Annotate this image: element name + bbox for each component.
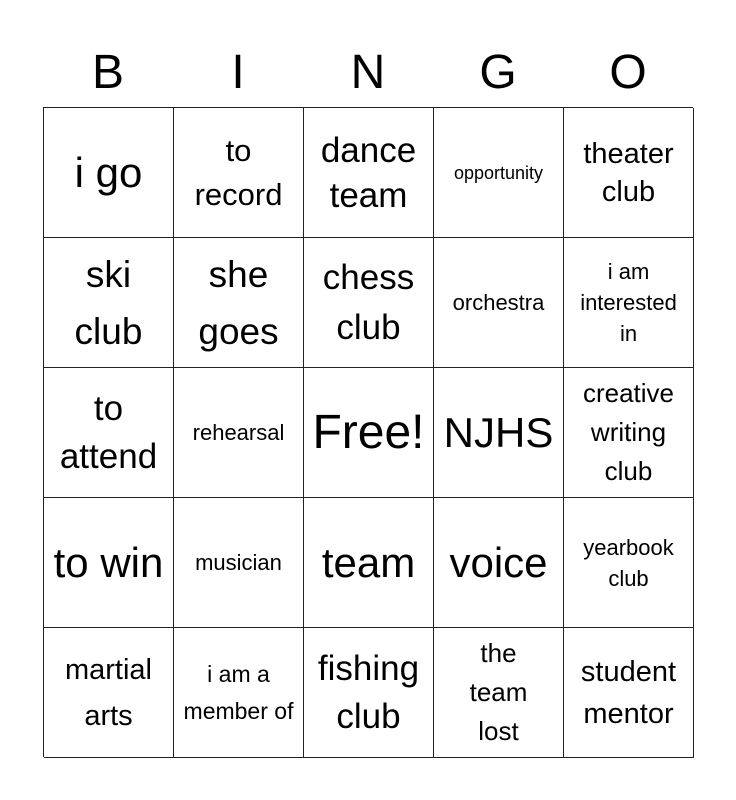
- bingo-cell[interactable]: [304, 368, 434, 498]
- cell-text: i am a member of: [183, 660, 294, 724]
- cell-text: to attend: [59, 388, 158, 476]
- cell-text: chess club: [322, 257, 415, 347]
- cell-text: creative writing club: [582, 378, 675, 486]
- bingo-cell[interactable]: [304, 238, 434, 368]
- cell-text: ski club: [74, 253, 143, 352]
- cell-text: theater club: [583, 137, 674, 208]
- bingo-cell[interactable]: [44, 238, 174, 368]
- cell-text: i go: [74, 148, 143, 196]
- cell-text: team: [321, 538, 416, 586]
- cell-text: to record: [194, 132, 283, 212]
- bingo-cell[interactable]: [434, 368, 564, 498]
- bingo-cell[interactable]: [44, 498, 174, 628]
- bingo-cell[interactable]: [304, 108, 434, 238]
- bingo-cell[interactable]: [174, 238, 304, 368]
- bingo-cell[interactable]: [174, 498, 304, 628]
- cell-text: she goes: [198, 253, 279, 352]
- cell-text: Free!: [312, 405, 425, 459]
- header-letter-g: G: [479, 46, 517, 99]
- bingo-cell[interactable]: [434, 498, 564, 628]
- bingo-cell[interactable]: [564, 368, 694, 498]
- bingo-cell[interactable]: [564, 108, 694, 238]
- cell-text: to win: [53, 538, 164, 586]
- cell-text: dance team: [320, 130, 417, 215]
- bingo-cell[interactable]: [44, 628, 174, 758]
- cell-text: voice: [449, 538, 548, 586]
- bingo-cell[interactable]: [174, 108, 304, 238]
- bingo-cell[interactable]: [564, 498, 694, 628]
- header-letter-n: N: [350, 46, 386, 99]
- bingo-cell[interactable]: [434, 628, 564, 758]
- bingo-cell[interactable]: [44, 108, 174, 238]
- cell-text: martial arts: [64, 653, 152, 732]
- cell-text: student mentor: [580, 655, 677, 730]
- bingo-cell[interactable]: [564, 238, 694, 368]
- cell-text: NJHS: [443, 408, 554, 456]
- bingo-cell[interactable]: [434, 238, 564, 368]
- cell-text: opportunity: [453, 162, 544, 183]
- header-letter-b: B: [91, 46, 124, 99]
- cell-text: fishing club: [317, 648, 420, 736]
- cell-text: rehearsal: [192, 420, 285, 445]
- bingo-header: [43, 38, 693, 108]
- bingo-cell[interactable]: [304, 498, 434, 628]
- bingo-cell[interactable]: [434, 108, 564, 238]
- bingo-card: [43, 107, 693, 757]
- header-letter-i: I: [231, 46, 245, 99]
- bingo-cell[interactable]: [174, 628, 304, 758]
- bingo-cell[interactable]: [304, 628, 434, 758]
- cell-text: yearbook club: [583, 534, 674, 591]
- cell-text: musician: [195, 550, 282, 575]
- cell-text: i am interested in: [580, 259, 677, 346]
- bingo-cell[interactable]: [174, 368, 304, 498]
- header-letter-o: O: [609, 46, 647, 99]
- bingo-cell[interactable]: [44, 368, 174, 498]
- cell-text: orchestra: [452, 290, 545, 315]
- cell-text: the team lost: [469, 638, 528, 746]
- bingo-cell[interactable]: [564, 628, 694, 758]
